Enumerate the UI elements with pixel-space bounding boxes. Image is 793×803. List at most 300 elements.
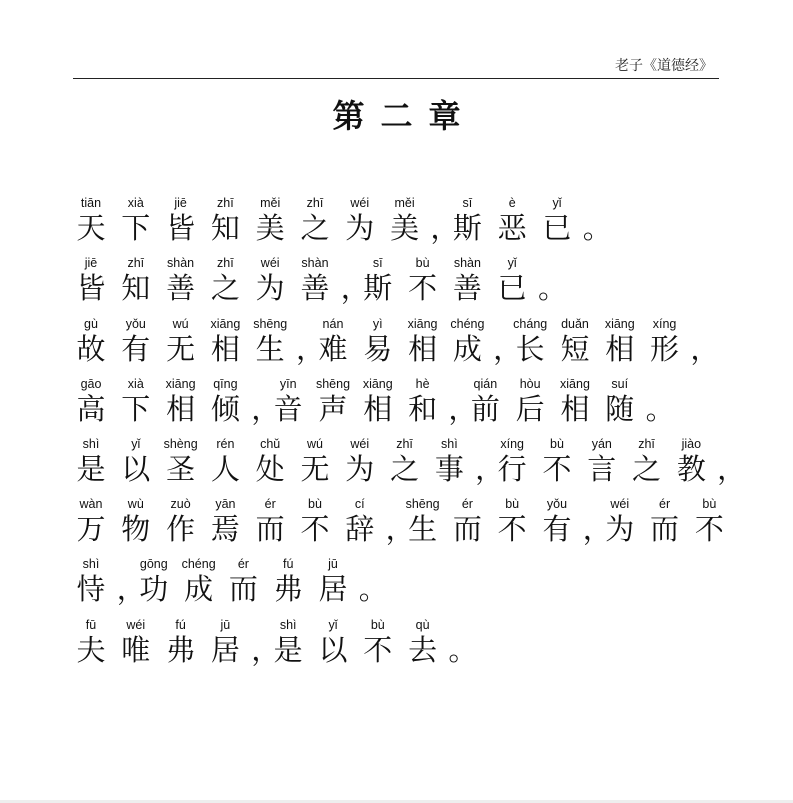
character-cell [164,496,209,547]
punctuation-glyph: ， [340,271,370,306]
hanzi: 居 [318,572,348,607]
hanzi: 为 [345,451,375,486]
pinyin: jiē [84,256,98,271]
character-cell [540,436,585,487]
hanzi: 相 [605,331,635,366]
pinyin: shàn [167,256,195,271]
punctuation-mark [448,376,478,427]
hanzi: 唯 [121,632,151,667]
pinyin: wéi [350,196,370,211]
hanzi: 斯 [452,211,482,246]
punctuation-glyph: ， [690,331,720,366]
pinyin: yīn [279,376,297,391]
character-cell [450,195,495,246]
character-cell [74,496,119,547]
character-cell [119,617,164,668]
character-cell [208,496,253,547]
pinyin: shì [441,436,458,451]
punctuation-glyph: 。 [645,391,675,426]
pinyin: bù [505,497,520,512]
character-cell [692,496,737,547]
character-cell [648,496,693,547]
pinyin: yǐ [507,256,517,271]
pinyin: wéi [350,436,370,451]
pinyin: gù [84,316,98,331]
hanzi: 已 [497,271,527,306]
character-cell [74,617,119,668]
character-cell [343,496,388,547]
hanzi: 去 [408,632,438,667]
character-cell [316,376,361,427]
punctuation-glyph: 。 [448,632,478,667]
pinyin: rén [216,436,235,451]
hanzi: 而 [650,512,680,547]
character-cell [253,496,298,547]
character-cell [316,556,361,607]
hanzi: 以 [121,451,151,486]
text-line [74,487,734,547]
hanzi: 行 [497,451,527,486]
punctuation-glyph: ， [448,391,478,426]
hanzi: 善 [166,271,196,306]
pinyin: yǐ [552,196,562,211]
character-cell [585,436,630,487]
pinyin: yì [372,316,383,331]
hanzi: 斯 [363,271,393,306]
character-cell [540,195,585,246]
hanzi: 为 [345,211,375,246]
hanzi: 辞 [345,512,375,547]
character-cell [164,376,209,427]
text-line [74,246,734,306]
hanzi: 已 [542,211,572,246]
character-cell [271,617,316,668]
pinyin: hè [415,376,430,391]
punctuation-mark [358,556,388,607]
pinyin: zhī [217,196,234,211]
hanzi: 物 [121,512,151,547]
character-cell [164,617,209,668]
pinyin: xiāng [560,376,590,391]
character-cell [74,195,119,246]
character-cell [603,376,648,427]
pinyin: qián [473,376,498,391]
pinyin: shēng [315,376,351,391]
hanzi: 以 [318,632,348,667]
hanzi: 知 [121,271,151,306]
hanzi: 作 [166,512,196,547]
chapter-title: 第二章 [332,97,477,135]
hanzi: 相 [560,391,590,426]
punctuation-mark [690,316,720,367]
pinyin: jiào [681,436,702,451]
pinyin: wéi [260,256,280,271]
text-line [74,427,747,487]
hanzi: 功 [139,572,169,607]
pinyin: zhī [127,256,145,271]
pinyin: suí [611,376,629,391]
character-cell [298,195,343,246]
character-cell [450,496,495,547]
pinyin: wù [127,497,144,512]
pinyin: cí [354,497,365,512]
character-cell [119,195,164,246]
hanzi: 事 [434,451,464,486]
hanzi: 皆 [166,211,196,246]
pinyin: měi [260,196,281,211]
text-line [74,306,734,366]
pinyin: jū [328,557,338,572]
hanzi: 言 [587,451,617,486]
pinyin: shēng [405,497,440,512]
pinyin: yǐ [328,617,338,632]
hanzi: 相 [363,391,393,426]
pinyin: ér [237,557,249,572]
character-cell [74,376,119,427]
punctuation-mark [295,316,325,367]
hanzi: 后 [515,391,545,426]
hanzi: 为 [605,512,635,547]
character-cell [119,436,164,487]
pinyin: chǔ [260,436,281,451]
hanzi: 有 [542,512,572,547]
hanzi: 相 [166,391,196,426]
character-cell [74,255,119,306]
pinyin: yǐ [131,436,141,451]
pinyin: yān [215,497,236,512]
character-cell [271,556,316,607]
punctuation-mark [537,255,567,306]
hanzi: 皆 [76,271,106,306]
pinyin: xiāng [210,316,241,331]
character-cell [343,436,388,487]
character-cell [226,556,271,607]
character-cell [208,316,253,367]
punctuation-mark [251,617,281,668]
pinyin: wàn [79,497,103,512]
punctuation-glyph: ， [116,572,146,607]
pinyin: tiān [80,196,102,211]
hanzi: 恶 [497,211,527,246]
hanzi: 美 [390,211,420,246]
pinyin: gōng [139,557,168,572]
punctuation-glyph: ， [385,512,415,547]
hanzi: 夫 [76,632,106,667]
punctuation-mark [340,255,370,306]
punctuation-glyph: ， [475,451,505,486]
pinyin-text-block [74,186,747,668]
character-cell [432,436,477,487]
hanzi: 故 [76,331,106,366]
character-cell [316,617,361,668]
punctuation-mark [251,376,281,427]
pinyin: bù [308,497,322,512]
hanzi: 有 [121,331,151,366]
pinyin: cháng [513,316,548,331]
pinyin: bù [702,497,717,512]
hanzi: 不 [497,512,527,547]
hanzi: 之 [300,211,330,246]
punctuation-glyph: ， [251,632,281,667]
character-cell [495,255,540,306]
pinyin: wú [172,316,189,331]
pinyin: ér [659,497,671,512]
pinyin: xiāng [407,316,438,331]
punctuation-mark [116,556,146,607]
character-cell [298,436,343,487]
pinyin: bù [370,617,385,632]
hanzi: 不 [363,632,393,667]
text-line [74,607,734,667]
pinyin: qīng [213,376,238,391]
pinyin: fú [282,557,294,572]
pinyin: yán [591,436,612,451]
hanzi: 弗 [273,572,303,607]
character-cell [361,255,406,306]
hanzi: 之 [632,451,662,486]
hanzi: 无 [300,451,330,486]
character-cell [558,316,603,367]
hanzi: 不 [542,451,572,486]
text-line [74,186,734,246]
punctuation-glyph: ， [251,391,281,426]
hanzi: 易 [363,331,393,366]
pinyin: ér [461,497,473,512]
punctuation-mark [430,195,460,246]
pinyin: měi [394,196,415,211]
pinyin: chéng [181,557,216,572]
character-cell [74,556,119,607]
hanzi: 声 [318,391,348,426]
pinyin: shèng [163,436,198,451]
pinyin: ér [264,497,276,512]
hanzi: 而 [255,512,285,547]
character-cell [137,556,182,607]
hanzi: 不 [694,512,724,547]
pinyin: xíng [500,436,524,451]
pinyin: xià [127,196,144,211]
character-cell [182,556,227,607]
hanzi: 随 [605,391,635,426]
character-cell [119,316,164,367]
pinyin: hòu [519,376,541,391]
hanzi: 焉 [210,512,240,547]
punctuation-mark [717,436,747,487]
pinyin: qù [415,617,430,632]
character-cell [343,195,388,246]
character-cell [630,436,675,487]
hanzi: 倾 [210,391,240,426]
character-cell [495,436,540,487]
hanzi: 下 [121,211,151,246]
hanzi: 成 [184,572,214,607]
character-cell [208,617,253,668]
character-cell [298,255,343,306]
character-cell [361,617,406,668]
pinyin: è [508,196,516,211]
hanzi: 高 [76,391,106,426]
character-cell [253,436,298,487]
character-cell [495,496,540,547]
character-cell [271,376,316,427]
hanzi: 不 [300,512,330,547]
character-cell [164,436,209,487]
pinyin: gāo [80,376,102,391]
punctuation-mark [493,316,523,367]
character-cell [119,255,164,306]
character-cell [119,496,164,547]
hanzi: 美 [255,211,285,246]
hanzi: 居 [210,632,240,667]
pinyin: xià [127,376,144,391]
pinyin: yǒu [125,316,146,331]
character-cell [119,376,164,427]
pinyin: shì [279,617,297,632]
hanzi: 之 [210,271,240,306]
hanzi: 善 [300,271,330,306]
character-cell [450,316,495,367]
text-line [74,367,734,427]
punctuation-mark [448,617,478,668]
character-cell [513,376,558,427]
character-cell [603,316,648,367]
hanzi: 音 [273,391,303,426]
hanzi: 为 [255,271,285,306]
pinyin: zuò [170,497,191,512]
character-cell [164,255,209,306]
character-cell [406,376,451,427]
character-cell [513,316,558,367]
pinyin: sī [372,256,383,271]
hanzi: 天 [76,211,106,246]
character-cell [468,376,513,427]
punctuation-mark [645,376,675,427]
hanzi: 生 [408,512,438,547]
character-cell [316,316,361,367]
pinyin: xíng [652,316,677,331]
book-source-title: 老子《道德经》 [615,58,713,74]
hanzi: 下 [121,391,151,426]
hanzi: 而 [452,512,482,547]
pinyin: zhī [306,196,324,211]
hanzi: 人 [210,451,240,486]
character-cell [253,316,298,367]
pinyin: chéng [450,316,485,331]
pinyin: bù [415,256,430,271]
hanzi: 不 [408,271,438,306]
pinyin: sī [462,196,473,211]
pinyin: yǒu [546,497,568,512]
hanzi: 长 [515,331,545,366]
hanzi: 形 [650,331,680,366]
pinyin: xiāng [362,376,393,391]
character-cell [388,195,433,246]
pinyin: shēng [253,316,288,331]
character-cell [388,436,433,487]
punctuation-glyph: ， [582,512,612,547]
hanzi: 万 [76,512,106,547]
hanzi: 圣 [166,451,196,486]
character-cell [406,255,451,306]
pinyin: wéi [126,617,146,632]
punctuation-mark [385,496,415,547]
page-header [73,55,719,79]
hanzi: 之 [390,451,420,486]
pinyin: shì [82,557,100,572]
pinyin: wú [306,436,323,451]
hanzi: 是 [273,632,303,667]
hanzi: 难 [318,331,348,366]
punctuation-glyph: ， [493,331,523,366]
character-cell [361,376,406,427]
character-cell [298,496,343,547]
character-cell [208,195,253,246]
pinyin: nán [322,316,344,331]
hanzi: 生 [255,331,285,366]
hanzi: 弗 [166,632,196,667]
character-cell [603,496,648,547]
punctuation-glyph: ， [717,451,747,486]
hanzi: 相 [408,331,438,366]
pinyin: xiāng [165,376,196,391]
pinyin: shàn [301,256,329,271]
hanzi: 和 [408,391,438,426]
character-cell [208,436,253,487]
character-cell [540,496,585,547]
character-cell [253,255,298,306]
character-cell [648,316,693,367]
pinyin: zhī [217,256,234,271]
punctuation-mark [475,436,505,487]
hanzi: 处 [255,451,285,486]
pinyin: wéi [610,497,630,512]
character-cell [74,436,119,487]
pinyin: jū [220,617,231,632]
punctuation-glyph: 。 [537,271,567,306]
hanzi: 是 [76,451,106,486]
pinyin: shì [82,436,100,451]
pinyin: duǎn [561,316,589,331]
pinyin: fū [85,617,97,632]
character-cell [253,195,298,246]
character-cell [208,255,253,306]
pinyin: fú [175,617,186,632]
hanzi: 教 [676,451,706,486]
hanzi: 相 [210,331,240,366]
punctuation-glyph: ， [430,211,460,246]
character-cell [208,376,253,427]
character-cell [674,436,719,487]
character-cell [406,617,451,668]
pinyin: xiāng [604,316,635,331]
hanzi: 无 [166,331,196,366]
punctuation-mark [582,496,612,547]
punctuation-glyph: 。 [358,572,388,607]
hanzi: 成 [452,331,482,366]
punctuation-mark [582,195,612,246]
character-cell [450,255,495,306]
hanzi: 恃 [76,572,106,607]
hanzi: 前 [470,391,500,426]
pinyin: bù [550,436,564,451]
punctuation-glyph: ， [295,331,325,366]
character-cell [164,195,209,246]
character-cell [406,496,451,547]
pinyin: zhī [638,436,655,451]
pinyin: shàn [453,256,481,271]
hanzi: 善 [452,271,482,306]
text-line [74,547,734,607]
